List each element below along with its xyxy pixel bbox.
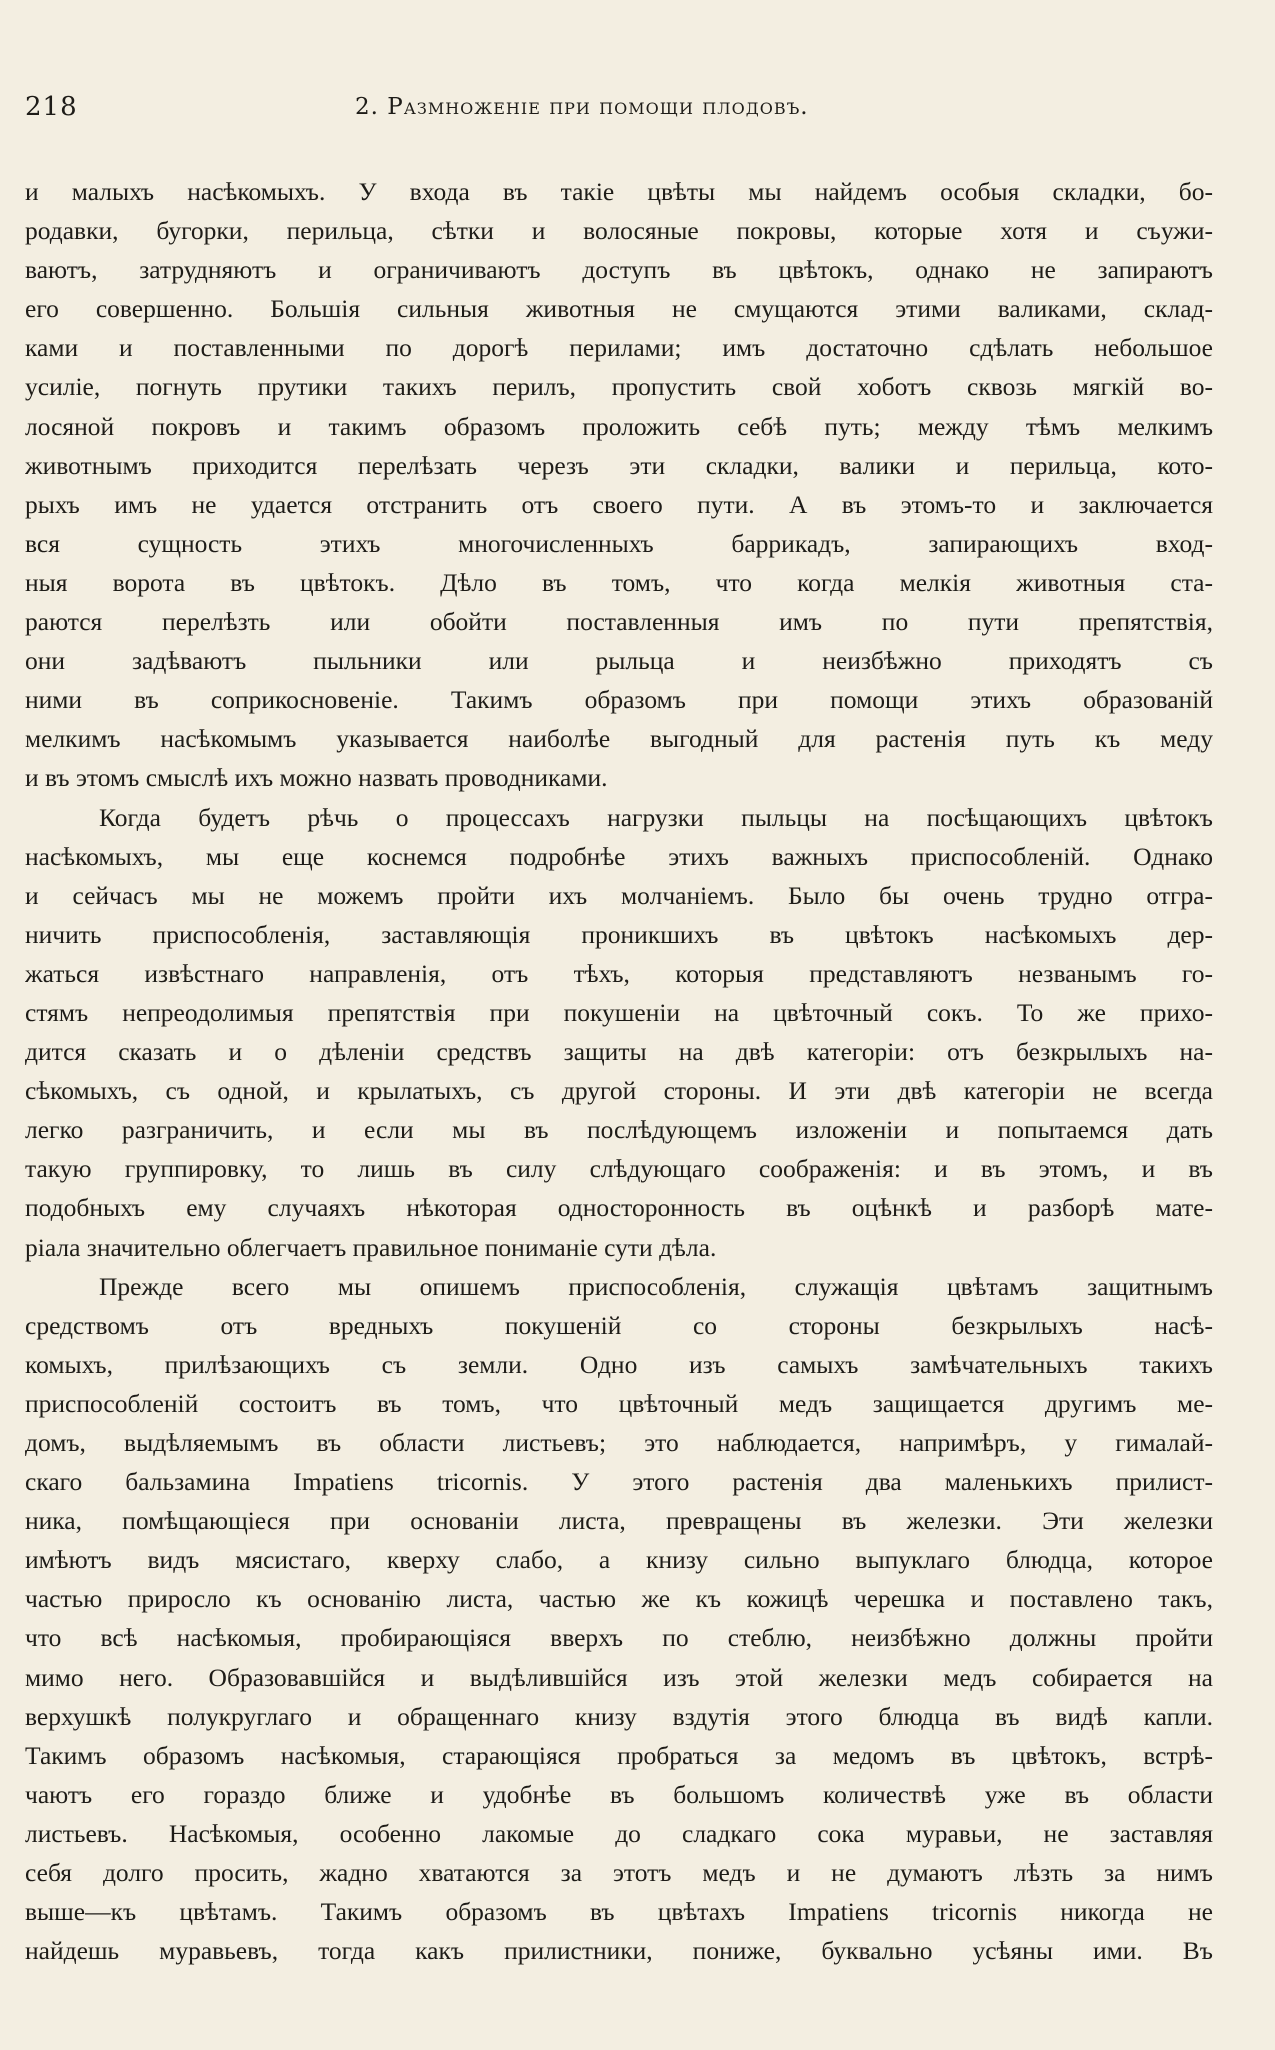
text-line: верхушкѣ полукруглаго и обращеннаго книзу вздутія этого блюдца въ видѣ капли. bbox=[25, 1701, 1213, 1731]
text-line: усиліе, погнуть прутики такихъ перилъ, пропустить свой хоботъ сквозь мягкій во- bbox=[25, 372, 1213, 402]
text-line: его совершенно. Большія сильныя животныя не смущаются этими валиками, склад- bbox=[25, 294, 1213, 324]
text-line: Такимъ образомъ насѣкомыя, старающіяся пробраться за медомъ въ цвѣтокъ, встрѣ- bbox=[25, 1740, 1213, 1770]
text-line: рыхъ имъ не удается отстранить отъ своего пути. А въ этомъ-то и заключается bbox=[25, 489, 1213, 519]
page-number: 218 bbox=[25, 92, 78, 122]
text-line: мимо него. Образовавшійся и выдѣлившійся изъ этой железки медъ собирается на bbox=[25, 1662, 1213, 1692]
text-line: комыхъ, прилѣзающихъ съ земли. Одно изъ самыхъ замѣчательныхъ такихъ bbox=[25, 1349, 1213, 1379]
running-title: 2. Размноженіе при помощи плодовъ. bbox=[355, 94, 809, 120]
text-line: ника, помѣщающіеся при основаніи листа, превращены въ железки. Эти железки bbox=[25, 1506, 1213, 1536]
text-line: они задѣваютъ пыльники или рыльца и неизбѣжно приходятъ съ bbox=[25, 646, 1213, 676]
text-line: листьевъ. Насѣкомыя, особенно лакомые до сладкаго сока муравьи, не заставляя bbox=[25, 1818, 1213, 1848]
text-line: стямъ непреодолимыя препятствія при покушеніи на цвѣточный сокъ. То же прихо- bbox=[25, 997, 1213, 1027]
text-line: и въ этомъ смыслѣ ихъ можно назвать проводниками. bbox=[25, 763, 608, 793]
text-line: Прежде всего мы опишемъ приспособленія, служащія цвѣтамъ защитнымъ bbox=[99, 1271, 1213, 1301]
text-line: лосяной покровъ и такимъ образомъ проложить себѣ путь; между тѣмъ мелкимъ bbox=[25, 411, 1213, 441]
text-line: и малыхъ насѣкомыхъ. У входа въ такіе цвѣты мы найдемъ особыя складки, бо- bbox=[25, 177, 1213, 206]
text-line: чаютъ его гораздо ближе и удобнѣе въ большомъ количествѣ уже въ области bbox=[25, 1779, 1213, 1809]
text-line: приспособленій состоитъ въ томъ, что цвѣточный медъ защищается другимъ ме- bbox=[25, 1388, 1213, 1418]
text-line: частью приросло къ основанію листа, частью же къ кожицѣ черешка и поставлено такъ, bbox=[25, 1584, 1213, 1614]
text-line: ками и поставленными по дорогѣ перилами; имъ достаточно сдѣлать небольшое bbox=[25, 333, 1213, 363]
text-line: себя долго просить, жадно хватаются за этотъ медъ и не думаютъ лѣзть за нимъ bbox=[25, 1858, 1213, 1888]
text-line: ріала значительно облегчаетъ правильное пониманіе сути дѣла. bbox=[25, 1232, 717, 1262]
text-line: родавки, бугорки, перильца, сѣтки и волосяные покровы, которые хотя и съужи- bbox=[25, 216, 1213, 246]
text-line: сѣкомыхъ, съ одной, и крылатыхъ, съ другой стороны. И эти двѣ категоріи не всегда bbox=[25, 1076, 1213, 1106]
text-line: ныя ворота въ цвѣтокъ. Дѣло въ томъ, что когда мелкія животныя ста- bbox=[25, 567, 1213, 597]
text-line: найдешь муравьевъ, тогда какъ прилистники, пониже, буквально усѣяны ими. Въ bbox=[25, 1936, 1213, 1966]
text-line: средствомъ отъ вредныхъ покушеній со стороны безкрылыхъ насѣ- bbox=[25, 1310, 1213, 1340]
text-line: подобныхъ ему случаяхъ нѣкоторая односторонность въ оцѣнкѣ и разборѣ мате- bbox=[25, 1193, 1213, 1223]
text-line: мелкимъ насѣкомымъ указывается наиболѣе выгодный для растенія путь къ меду bbox=[25, 724, 1213, 754]
text-line: имѣютъ видъ мясистаго, кверху слабо, а книзу сильно выпуклаго блюдца, которое bbox=[25, 1545, 1213, 1575]
text-line: легко разграничить, и если мы въ послѣдующемъ изложеніи и попытаемся дать bbox=[25, 1115, 1213, 1145]
text-line: ваютъ, затрудняютъ и ограничиваютъ доступъ въ цвѣтокъ, однако не запираютъ bbox=[25, 255, 1213, 285]
text-line: жаться извѣстнаго направленія, отъ тѣхъ, которыя представляютъ незванымъ го- bbox=[25, 958, 1213, 988]
text-line: такую группировку, то лишь въ силу слѣдующаго соображенія: и въ этомъ, и въ bbox=[25, 1154, 1213, 1184]
text-line: ними въ соприкосновеніе. Такимъ образомъ при помощи этихъ образованій bbox=[25, 685, 1213, 715]
text-line: вся сущность этихъ многочисленныхъ баррикадъ, запирающихъ вход- bbox=[25, 528, 1213, 558]
text-line: насѣкомыхъ, мы еще коснемся подробнѣе этихъ важныхъ приспособленій. Однако bbox=[25, 841, 1213, 871]
text-line: скаго бальзамина Impatiens tricornis. У этого растенія два маленькихъ прилист- bbox=[25, 1467, 1213, 1497]
text-line: выше—къ цвѣтамъ. Такимъ образомъ въ цвѣтахъ Impatiens tricornis никогда не bbox=[25, 1897, 1213, 1927]
text-line: дится сказать и о дѣленіи средствъ защиты на двѣ категоріи: отъ безкрылыхъ на- bbox=[25, 1037, 1213, 1067]
text-line: и сейчасъ мы не можемъ пройти ихъ молчаніемъ. Было бы очень трудно отгра- bbox=[25, 880, 1213, 910]
text-line: Когда будетъ рѣчь о процессахъ нагрузки пыльцы на посѣщающихъ цвѣтокъ bbox=[99, 802, 1213, 832]
text-line: животнымъ приходится перелѣзать черезъ эти складки, валики и перильца, кото- bbox=[25, 450, 1213, 480]
text-line: домъ, выдѣляемымъ въ области листьевъ; это наблюдается, напримѣръ, у гималай- bbox=[25, 1428, 1213, 1457]
running-head bbox=[25, 92, 1210, 132]
text-line: ничить приспособленія, заставляющія проникшихъ въ цвѣтокъ насѣкомыхъ дер- bbox=[25, 919, 1213, 949]
text-line: раются перелѣзть или обойти поставленныя имъ по пути препятствія, bbox=[25, 607, 1213, 637]
text-line: что всѣ насѣкомыя, пробирающіяся вверхъ по стеблю, неизбѣжно должны пройти bbox=[25, 1623, 1213, 1653]
body-text bbox=[25, 172, 1213, 1970]
